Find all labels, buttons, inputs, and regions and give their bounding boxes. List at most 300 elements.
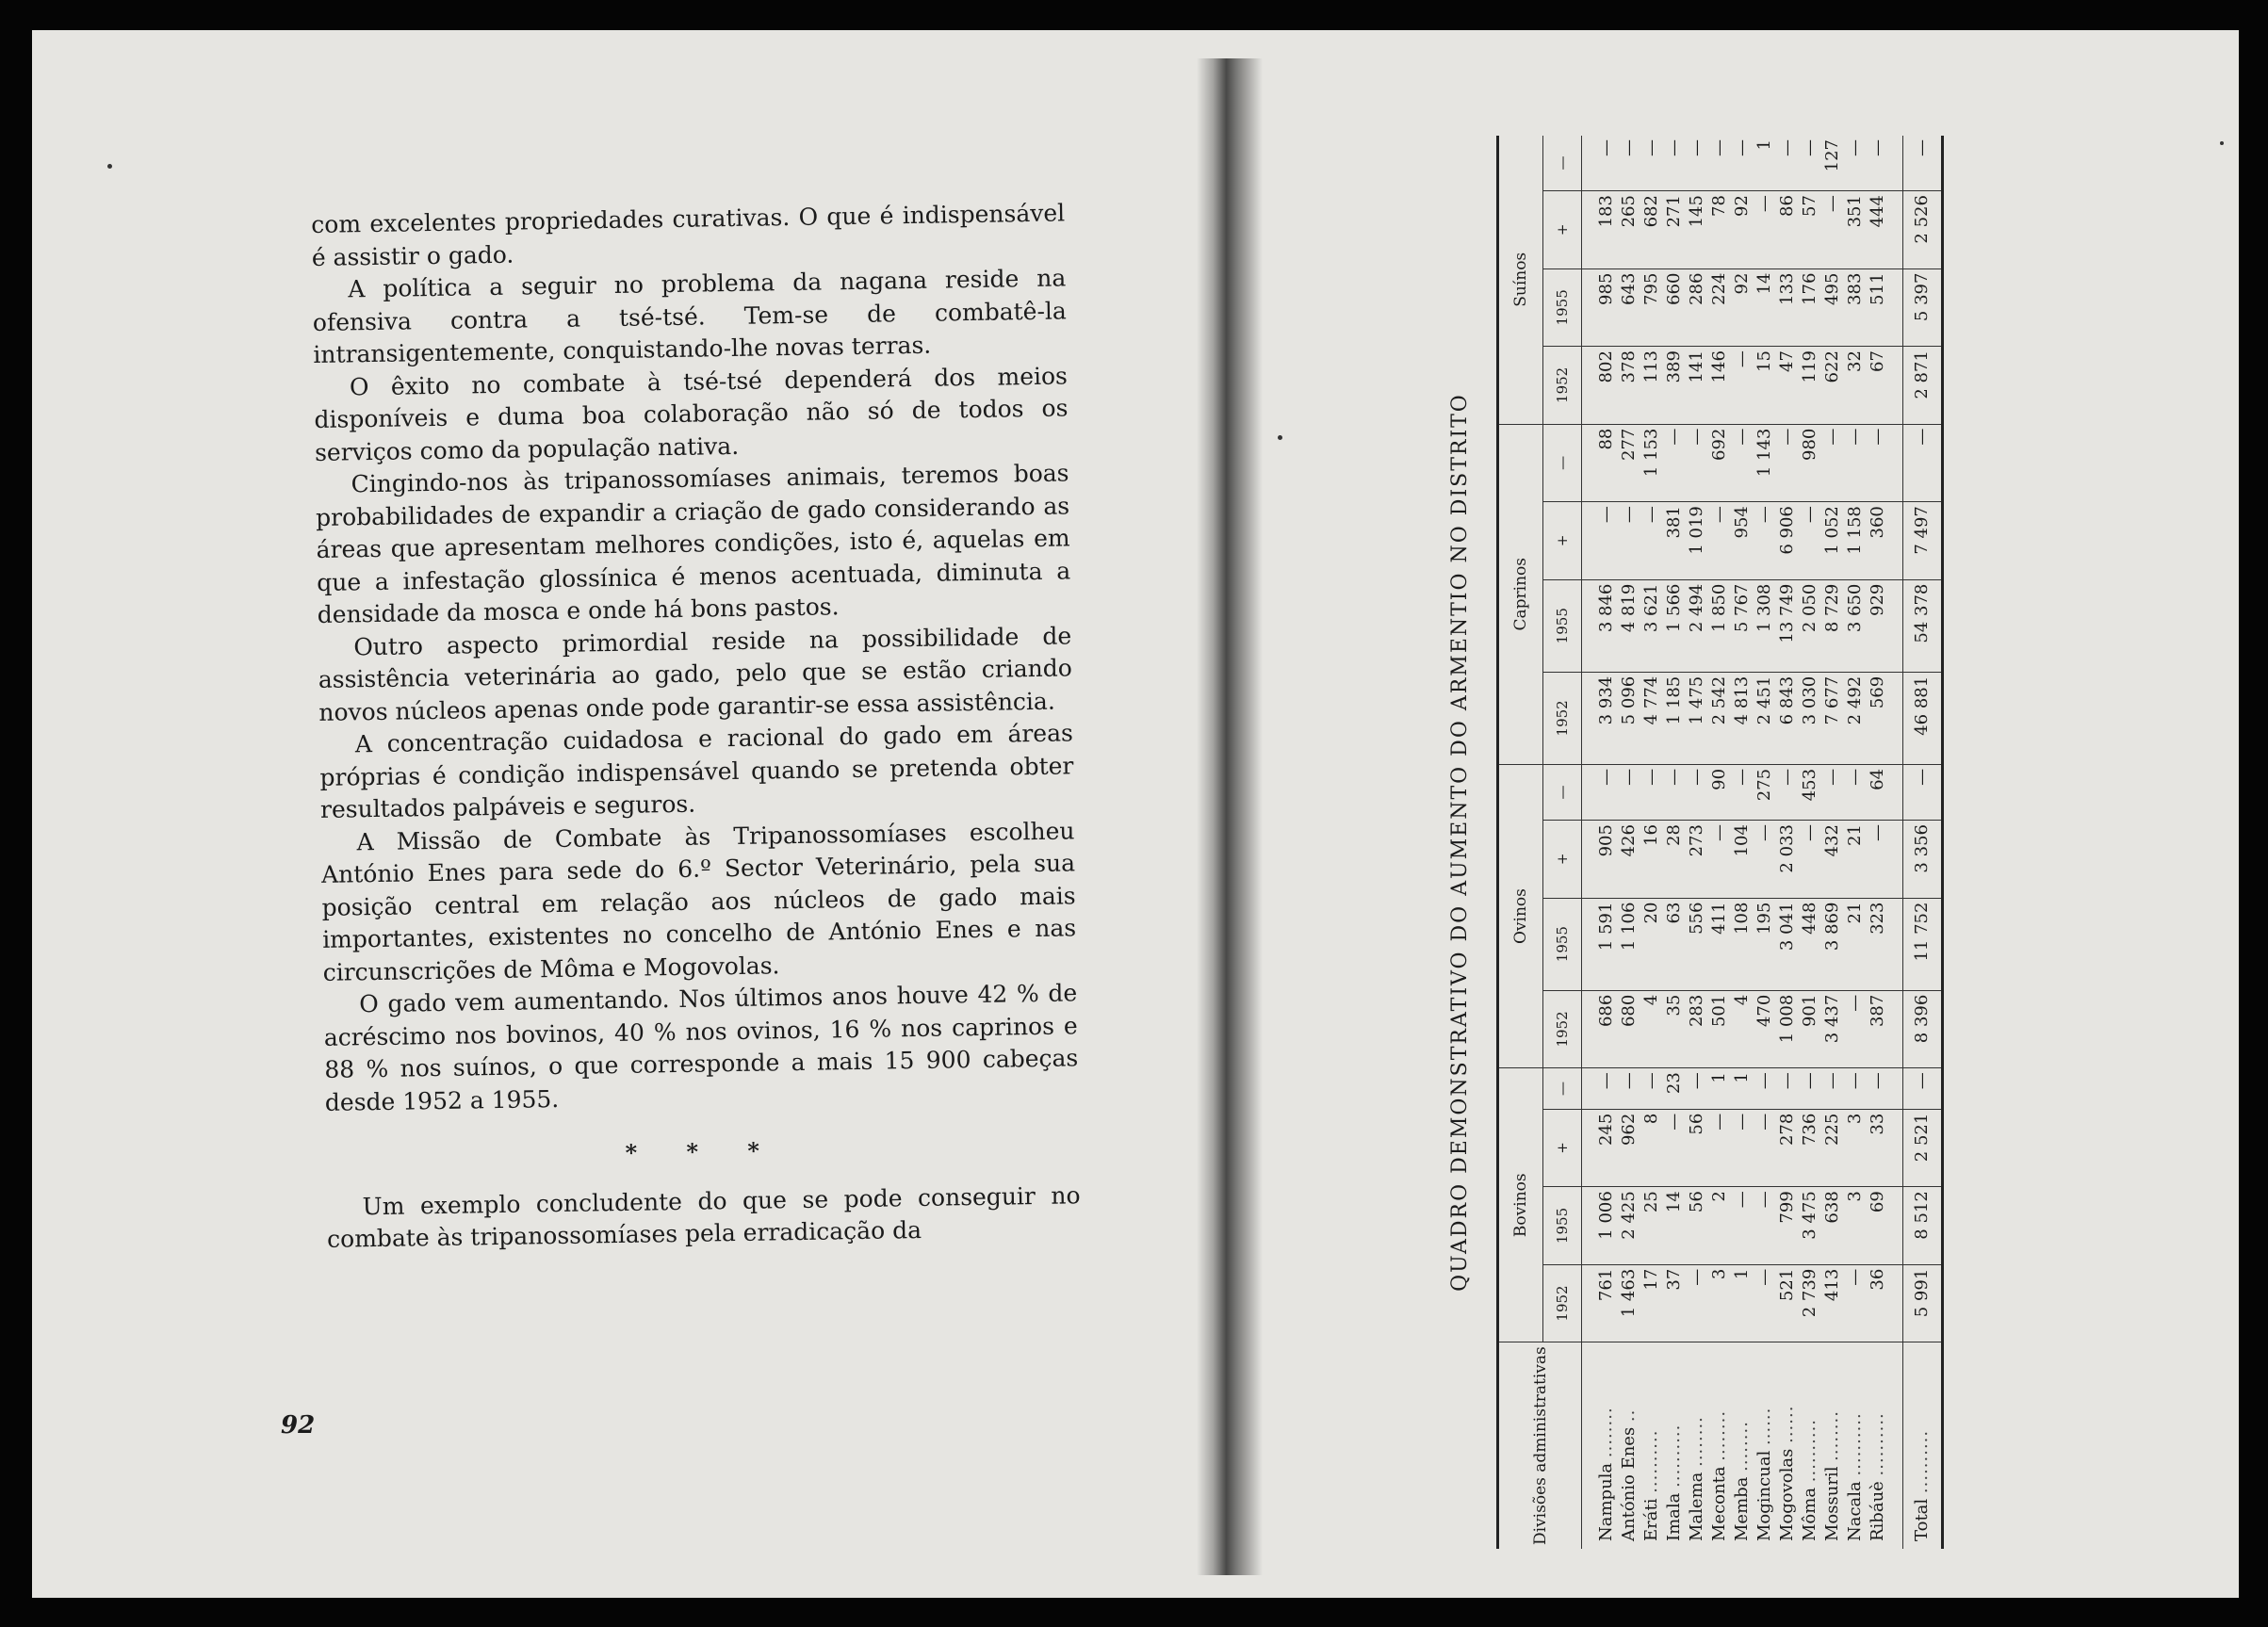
leader-dots: .......... [1868,1412,1887,1476]
cell-value: 1 463 [1618,1264,1640,1342]
subheader-minus: — [1543,424,1582,502]
cell-value: 57 [1799,191,1821,269]
paragraph: Outro aspecto primordial reside na possibilidade de assistência veterinária ao gado, pelo que se estão criando novos núcleos apenas onde pode garantir-se essa assistência. [318,621,1072,726]
spacer-row [1889,136,1903,1549]
livestock-table [1496,136,1944,1549]
division-label: Mossuril [1822,1466,1842,1541]
cell-value: 127 [1821,136,1844,191]
cell-value: 2 739 [1799,1264,1821,1342]
cell-value: 275 [1754,764,1776,820]
header-group-caprinos: Caprinos [1498,424,1543,764]
table-row [1799,136,1821,1549]
cell-value: 183 [1595,191,1618,269]
cell-value: 1 019 [1686,502,1708,580]
cell-value: — [1708,821,1731,899]
cell-value: 692 [1708,424,1731,502]
cell-value: — [1686,136,1708,191]
leader-dots: .......... [1664,1424,1684,1488]
cell-value: 686 [1595,990,1618,1068]
cell-value: 17 [1640,1264,1663,1342]
cell-value: 283 [1686,990,1708,1068]
cell-value: 3 846 [1595,579,1618,672]
cell-value: — [1799,136,1821,191]
row-division-name [1903,1342,1943,1549]
cell-value: 7 497 [1903,502,1943,580]
paper-speck [1278,435,1282,440]
cell-value: 1 [1731,1264,1754,1342]
cell-value: 2 871 [1903,347,1943,425]
cell-value: 901 [1799,990,1821,1068]
cell-value: 660 [1663,268,1686,347]
cell-value: — [1776,1068,1799,1109]
paragraph: O êxito no combate à tsé-tsé dependerá dos meios disponíveis e duma boa colaboração não só de todos os serviços como da população nativa. [314,361,1069,466]
cell-value: 1 475 [1686,672,1708,764]
subheader-1952: 1952 [1543,347,1582,425]
cell-value: — [1844,136,1867,191]
cell-value: 3 650 [1844,579,1867,672]
cell-value: 954 [1731,502,1754,580]
cell-value: 680 [1618,990,1640,1068]
cell-value: 1 [1731,1068,1754,1109]
cell-value: 78 [1708,191,1731,269]
cell-value: 444 [1867,191,1889,269]
cell-value: 14 [1754,268,1776,347]
paragraph: A Missão de Combate às Tripanossomíases escolheu António Enes para sede do 6.º Sector Veterinário, pela sua posição central em relação aos núcleos de gado mais importantes, existentes no concelho de António Enes e nas circunscrições de Môma e Mogovolas. [320,816,1077,986]
cell-value: — [1903,424,1943,502]
cell-value: — [1754,191,1776,269]
cell-value: — [1640,1068,1663,1109]
cell-value: — [1867,136,1889,191]
table-row [1595,136,1618,1549]
cell-value: 389 [1663,347,1686,425]
cell-value: 3 [1844,1187,1867,1265]
division-label: Malema [1687,1472,1706,1541]
row-division-name [1663,1342,1686,1549]
cell-value: 273 [1686,821,1708,899]
cell-value: — [1754,1068,1776,1109]
row-division-name [1754,1342,1776,1549]
book-spread [32,30,2239,1598]
cell-value: 8 729 [1821,579,1844,672]
cell-value: — [1799,1068,1821,1109]
cell-value: 448 [1799,898,1821,990]
cell-value: 16 [1640,821,1663,899]
cell-value: — [1663,424,1686,502]
header-group-suinos: Suínos [1498,136,1543,424]
cell-value: — [1731,424,1754,502]
cell-value: — [1618,1068,1640,1109]
cell-value: 67 [1867,347,1889,425]
right-page-table-area [1442,136,1969,1549]
cell-value: — [1708,502,1731,580]
cell-value: 360 [1867,502,1889,580]
cell-value: 962 [1618,1109,1640,1187]
cell-value: 64 [1867,764,1889,820]
cell-value: — [1708,1109,1731,1187]
table-row [1776,136,1799,1549]
cell-value: 411 [1708,898,1731,990]
cell-value: 33 [1867,1109,1889,1187]
leader-dots: .......... [1641,1429,1661,1493]
cell-value: 8 512 [1903,1187,1943,1265]
header-group-ovinos: Ovinos [1498,764,1543,1067]
cell-value: 3 041 [1776,898,1799,990]
cell-value: — [1618,502,1640,580]
cell-value: 511 [1867,268,1889,347]
cell-value: — [1663,764,1686,820]
cell-value: 1 143 [1754,424,1776,502]
cell-value: — [1867,424,1889,502]
cell-value: — [1663,136,1686,191]
cell-value: 7 677 [1821,672,1844,764]
cell-value: 1 185 [1663,672,1686,764]
cell-value: 21 [1844,821,1867,899]
header-group-bovinos: Bovinos [1498,1068,1543,1342]
cell-value: 11 752 [1903,898,1943,990]
cell-value: 470 [1754,990,1776,1068]
cell-value: 980 [1799,424,1821,502]
cell-value: — [1686,1068,1708,1109]
subheader-1952: 1952 [1543,1264,1582,1342]
cell-value: — [1663,1109,1686,1187]
left-page-text [311,197,1081,1256]
division-label: Meconta [1709,1466,1729,1541]
cell-value: 119 [1799,347,1821,425]
cell-value: 141 [1686,347,1708,425]
cell-value: 682 [1640,191,1663,269]
cell-value: 88 [1595,424,1618,502]
paragraph: O gado vem aumentando. Nos últimos anos houve 42 % de acréscimo nos bovinos, 40 % nos ovinos, 16 % nos caprinos e 88 % nos suínos, o que corresponde a mais 15 900 cabeças desde 1952 a 1955. [323,979,1079,1116]
cell-value: — [1799,821,1821,899]
cell-value: — [1821,191,1844,269]
cell-value: 133 [1776,268,1799,347]
cell-value: 426 [1618,821,1640,899]
cell-value: 104 [1731,821,1754,899]
subheader-1955: 1955 [1543,1187,1582,1265]
cell-value: 2 [1708,1187,1731,1265]
cell-value: — [1821,1068,1844,1109]
cell-value: 521 [1776,1264,1799,1342]
cell-value: 37 [1663,1264,1686,1342]
row-division-name [1618,1342,1640,1549]
cell-value: 113 [1640,347,1663,425]
cell-value: 35 [1663,990,1686,1068]
cell-value: 23 [1663,1068,1686,1109]
cell-value: 1 850 [1708,579,1731,672]
section-separator: * * * [625,1136,781,1166]
cell-value: 3 437 [1821,990,1844,1068]
table-row [1640,136,1663,1549]
cell-value: — [1776,136,1799,191]
cell-value: 3 [1708,1264,1731,1342]
table-row [1686,136,1708,1549]
cell-value: — [1754,1109,1776,1187]
cell-value: 4 [1640,990,1663,1068]
cell-value: 1 006 [1595,1187,1618,1265]
cell-value: — [1776,424,1799,502]
cell-value: 56 [1686,1109,1708,1187]
cell-value: 432 [1821,821,1844,899]
cell-value: 15 [1754,347,1776,425]
cell-value: — [1867,1068,1889,1109]
cell-value: — [1754,502,1776,580]
cell-value: 69 [1867,1187,1889,1265]
row-division-name [1799,1342,1821,1549]
cell-value: 1 052 [1821,502,1844,580]
cell-value: 63 [1663,898,1686,990]
cell-value: 2 521 [1903,1109,1943,1187]
subheader-plus: + [1543,191,1582,269]
cell-value: 13 749 [1776,579,1799,672]
paragraph: A concentração cuidadosa e racional do gado em áreas próprias é condição indispensável quando se pretenda obter resultados palpáveis e seguros. [319,719,1074,823]
leader-dots: ........ [1732,1421,1752,1472]
cell-value: 92 [1731,268,1754,347]
cell-value: 25 [1640,1187,1663,1265]
cell-value: — [1640,764,1663,820]
paper-speck [2220,141,2224,145]
cell-value: — [1867,821,1889,899]
cell-value: 5 096 [1618,672,1640,764]
cell-value: — [1731,764,1754,820]
cell-value: 4 813 [1731,672,1754,764]
cell-value: 556 [1686,898,1708,990]
cell-value: 6 906 [1776,502,1799,580]
row-division-name [1708,1342,1731,1549]
cell-value: 46 881 [1903,672,1943,764]
leader-dots: ........ [1596,1407,1616,1458]
cell-value: 1 008 [1776,990,1799,1068]
cell-value: 245 [1595,1109,1618,1187]
division-label: Mogincual [1754,1450,1774,1541]
table-row [1867,136,1889,1549]
cell-value: 3 934 [1595,672,1618,764]
cell-value: 176 [1799,268,1821,347]
subheader-minus: — [1543,136,1582,191]
cell-value: — [1821,764,1844,820]
cell-value: 1 106 [1618,898,1640,990]
cell-value: 643 [1618,268,1640,347]
table-row [1844,136,1867,1549]
table-row [1663,136,1686,1549]
division-label: Môma [1800,1487,1819,1541]
rotated-table-container [1442,136,1969,1549]
cell-value: 3 356 [1903,821,1943,899]
cell-value: 2 451 [1754,672,1776,764]
cell-value: 92 [1731,191,1754,269]
division-label: Imala [1664,1492,1684,1541]
cell-value: 5 991 [1903,1264,1943,1342]
cell-value: 802 [1595,347,1618,425]
cell-value: 28 [1663,821,1686,899]
cell-value: — [1754,1264,1776,1342]
cell-value: 1 308 [1754,579,1776,672]
cell-value: 323 [1867,898,1889,990]
cell-value: 6 843 [1776,672,1799,764]
cell-value: — [1776,764,1799,820]
division-label: António Enes [1619,1426,1639,1541]
header-divisions: Divisões administrativas [1498,1342,1582,1549]
cell-value: 277 [1618,424,1640,502]
cell-value: 4 819 [1618,579,1640,672]
cell-value: — [1640,136,1663,191]
cell-value: — [1686,1264,1708,1342]
leader-dots: ...... [1754,1407,1774,1445]
cell-value: — [1844,764,1867,820]
cell-value: 569 [1867,672,1889,764]
cell-value: 3 621 [1640,579,1663,672]
row-division-name [1595,1342,1618,1549]
cell-value: 905 [1595,821,1618,899]
cell-value: 453 [1799,764,1821,820]
cell-value: 5 397 [1903,268,1943,347]
cell-value: — [1618,136,1640,191]
cell-value: 795 [1640,268,1663,347]
cell-value: 799 [1776,1187,1799,1265]
cell-value: 381 [1663,502,1686,580]
subheader-minus: — [1543,764,1582,820]
cell-value: 3 869 [1821,898,1844,990]
cell-value: 1 [1708,1068,1731,1109]
division-label: Ribáuè [1868,1481,1887,1541]
cell-value: 387 [1867,990,1889,1068]
cell-value: 20 [1640,898,1663,990]
division-label: Mogovolas [1777,1448,1797,1541]
cell-value: — [1595,136,1618,191]
leader-dots: .......... [1912,1429,1932,1494]
cell-value: 638 [1821,1187,1844,1265]
table-row [1708,136,1731,1549]
cell-value: 351 [1844,191,1867,269]
cell-value: 145 [1686,191,1708,269]
cell-value: — [1821,424,1844,502]
cell-value: 622 [1821,347,1844,425]
paragraph: Cingindo-nos às tripanossomíases animais, teremos boas probabilidades de expandir a criação de gado considerando as áreas que apresentam melhores condições, isto é, aquelas em que a infestação glossínica é menos acentuada, diminuta a densidade da mosca e onde há bons pastos. [315,459,1071,628]
paragraph: com excelentes propriedades curativas. O que é indispensável é assistir o gado. [311,199,1066,271]
leader-dots: ...... [1777,1405,1797,1443]
cell-value: 265 [1618,191,1640,269]
cell-value: 86 [1776,191,1799,269]
cell-value: 36 [1867,1264,1889,1342]
cell-value: 2 425 [1618,1187,1640,1265]
leader-dots: ........ [1709,1409,1729,1461]
cell-value: 8 [1640,1109,1663,1187]
subheader-plus: + [1543,502,1582,580]
cell-value: — [1754,1187,1776,1265]
cell-value: 2 526 [1903,191,1943,269]
cell-value: 4 774 [1640,672,1663,764]
cell-value: — [1595,764,1618,820]
page-number: 92 [281,1411,316,1440]
cell-value: — [1708,136,1731,191]
leader-dots: ........ [1822,1410,1842,1461]
leader-dots: ........ [1687,1416,1706,1467]
cell-value: — [1731,1187,1754,1265]
cell-value: — [1844,1264,1867,1342]
cell-value: 56 [1686,1187,1708,1265]
cell-value: 278 [1776,1109,1799,1187]
cell-value: 108 [1731,898,1754,990]
table-row [1618,136,1640,1549]
cell-value: 1 [1754,136,1776,191]
cell-value: — [1844,1068,1867,1109]
cell-value: 32 [1844,347,1867,425]
cell-value: 4 [1731,990,1754,1068]
subheader-minus: — [1543,1068,1582,1109]
cell-value: — [1844,424,1867,502]
cell-value: — [1731,347,1754,425]
row-division-name [1640,1342,1663,1549]
cell-value: 383 [1844,268,1867,347]
cell-value: 14 [1663,1187,1686,1265]
table-row [1821,136,1844,1549]
cell-value: 2 033 [1776,821,1799,899]
subheader-1955: 1955 [1543,898,1582,990]
cell-value: — [1731,136,1754,191]
cell-value: — [1799,502,1821,580]
cell-value: 985 [1595,268,1618,347]
cell-value: — [1903,764,1943,820]
table-title: QUADRO DEMONSTRATIVO DO AUMENTO DO ARMENTIO NO DISTRITO [1448,393,1472,1292]
cell-value: 495 [1821,268,1844,347]
subheader-plus: + [1543,821,1582,899]
cell-value: 378 [1618,347,1640,425]
paper-speck [107,164,112,169]
cell-value: — [1844,990,1867,1068]
cell-value: 1 591 [1595,898,1618,990]
spacer-row [1582,136,1596,1549]
subheader-1955: 1955 [1543,579,1582,672]
cell-value: 47 [1776,347,1799,425]
table-total-row [1903,136,1943,1549]
cell-value: 286 [1686,268,1708,347]
book-gutter-shadow [1197,58,1263,1575]
cell-value: — [1595,502,1618,580]
cell-value: 1 153 [1640,424,1663,502]
cell-value: — [1903,1068,1943,1109]
subheader-plus: + [1543,1109,1582,1187]
subheader-1955: 1955 [1543,268,1582,347]
row-division-name [1867,1342,1889,1549]
cell-value: 146 [1708,347,1731,425]
table-row [1754,136,1776,1549]
row-division-name [1731,1342,1754,1549]
cell-value: — [1903,136,1943,191]
table-subheader-row [1543,136,1582,1549]
cell-value: 2 492 [1844,672,1867,764]
subheader-1952: 1952 [1543,672,1582,764]
cell-value: 271 [1663,191,1686,269]
division-label: Total [1912,1498,1932,1541]
cell-value: 1 566 [1663,579,1686,672]
cell-value: — [1754,821,1776,899]
cell-value: 501 [1708,990,1731,1068]
leader-dots: .......... [1845,1412,1865,1476]
cell-value: 2 542 [1708,672,1731,764]
cell-value: 90 [1708,764,1731,820]
row-division-name [1776,1342,1799,1549]
cell-value: 54 378 [1903,579,1943,672]
cell-value: — [1731,1109,1754,1187]
leader-dots: .......... [1800,1418,1819,1483]
subheader-1952: 1952 [1543,990,1582,1068]
division-label: Nacala [1845,1481,1865,1541]
division-label: Memba [1732,1476,1752,1541]
row-division-name [1686,1342,1708,1549]
cell-value: 761 [1595,1264,1618,1342]
cell-value: 3 475 [1799,1187,1821,1265]
cell-value: 224 [1708,268,1731,347]
cell-value: — [1618,764,1640,820]
